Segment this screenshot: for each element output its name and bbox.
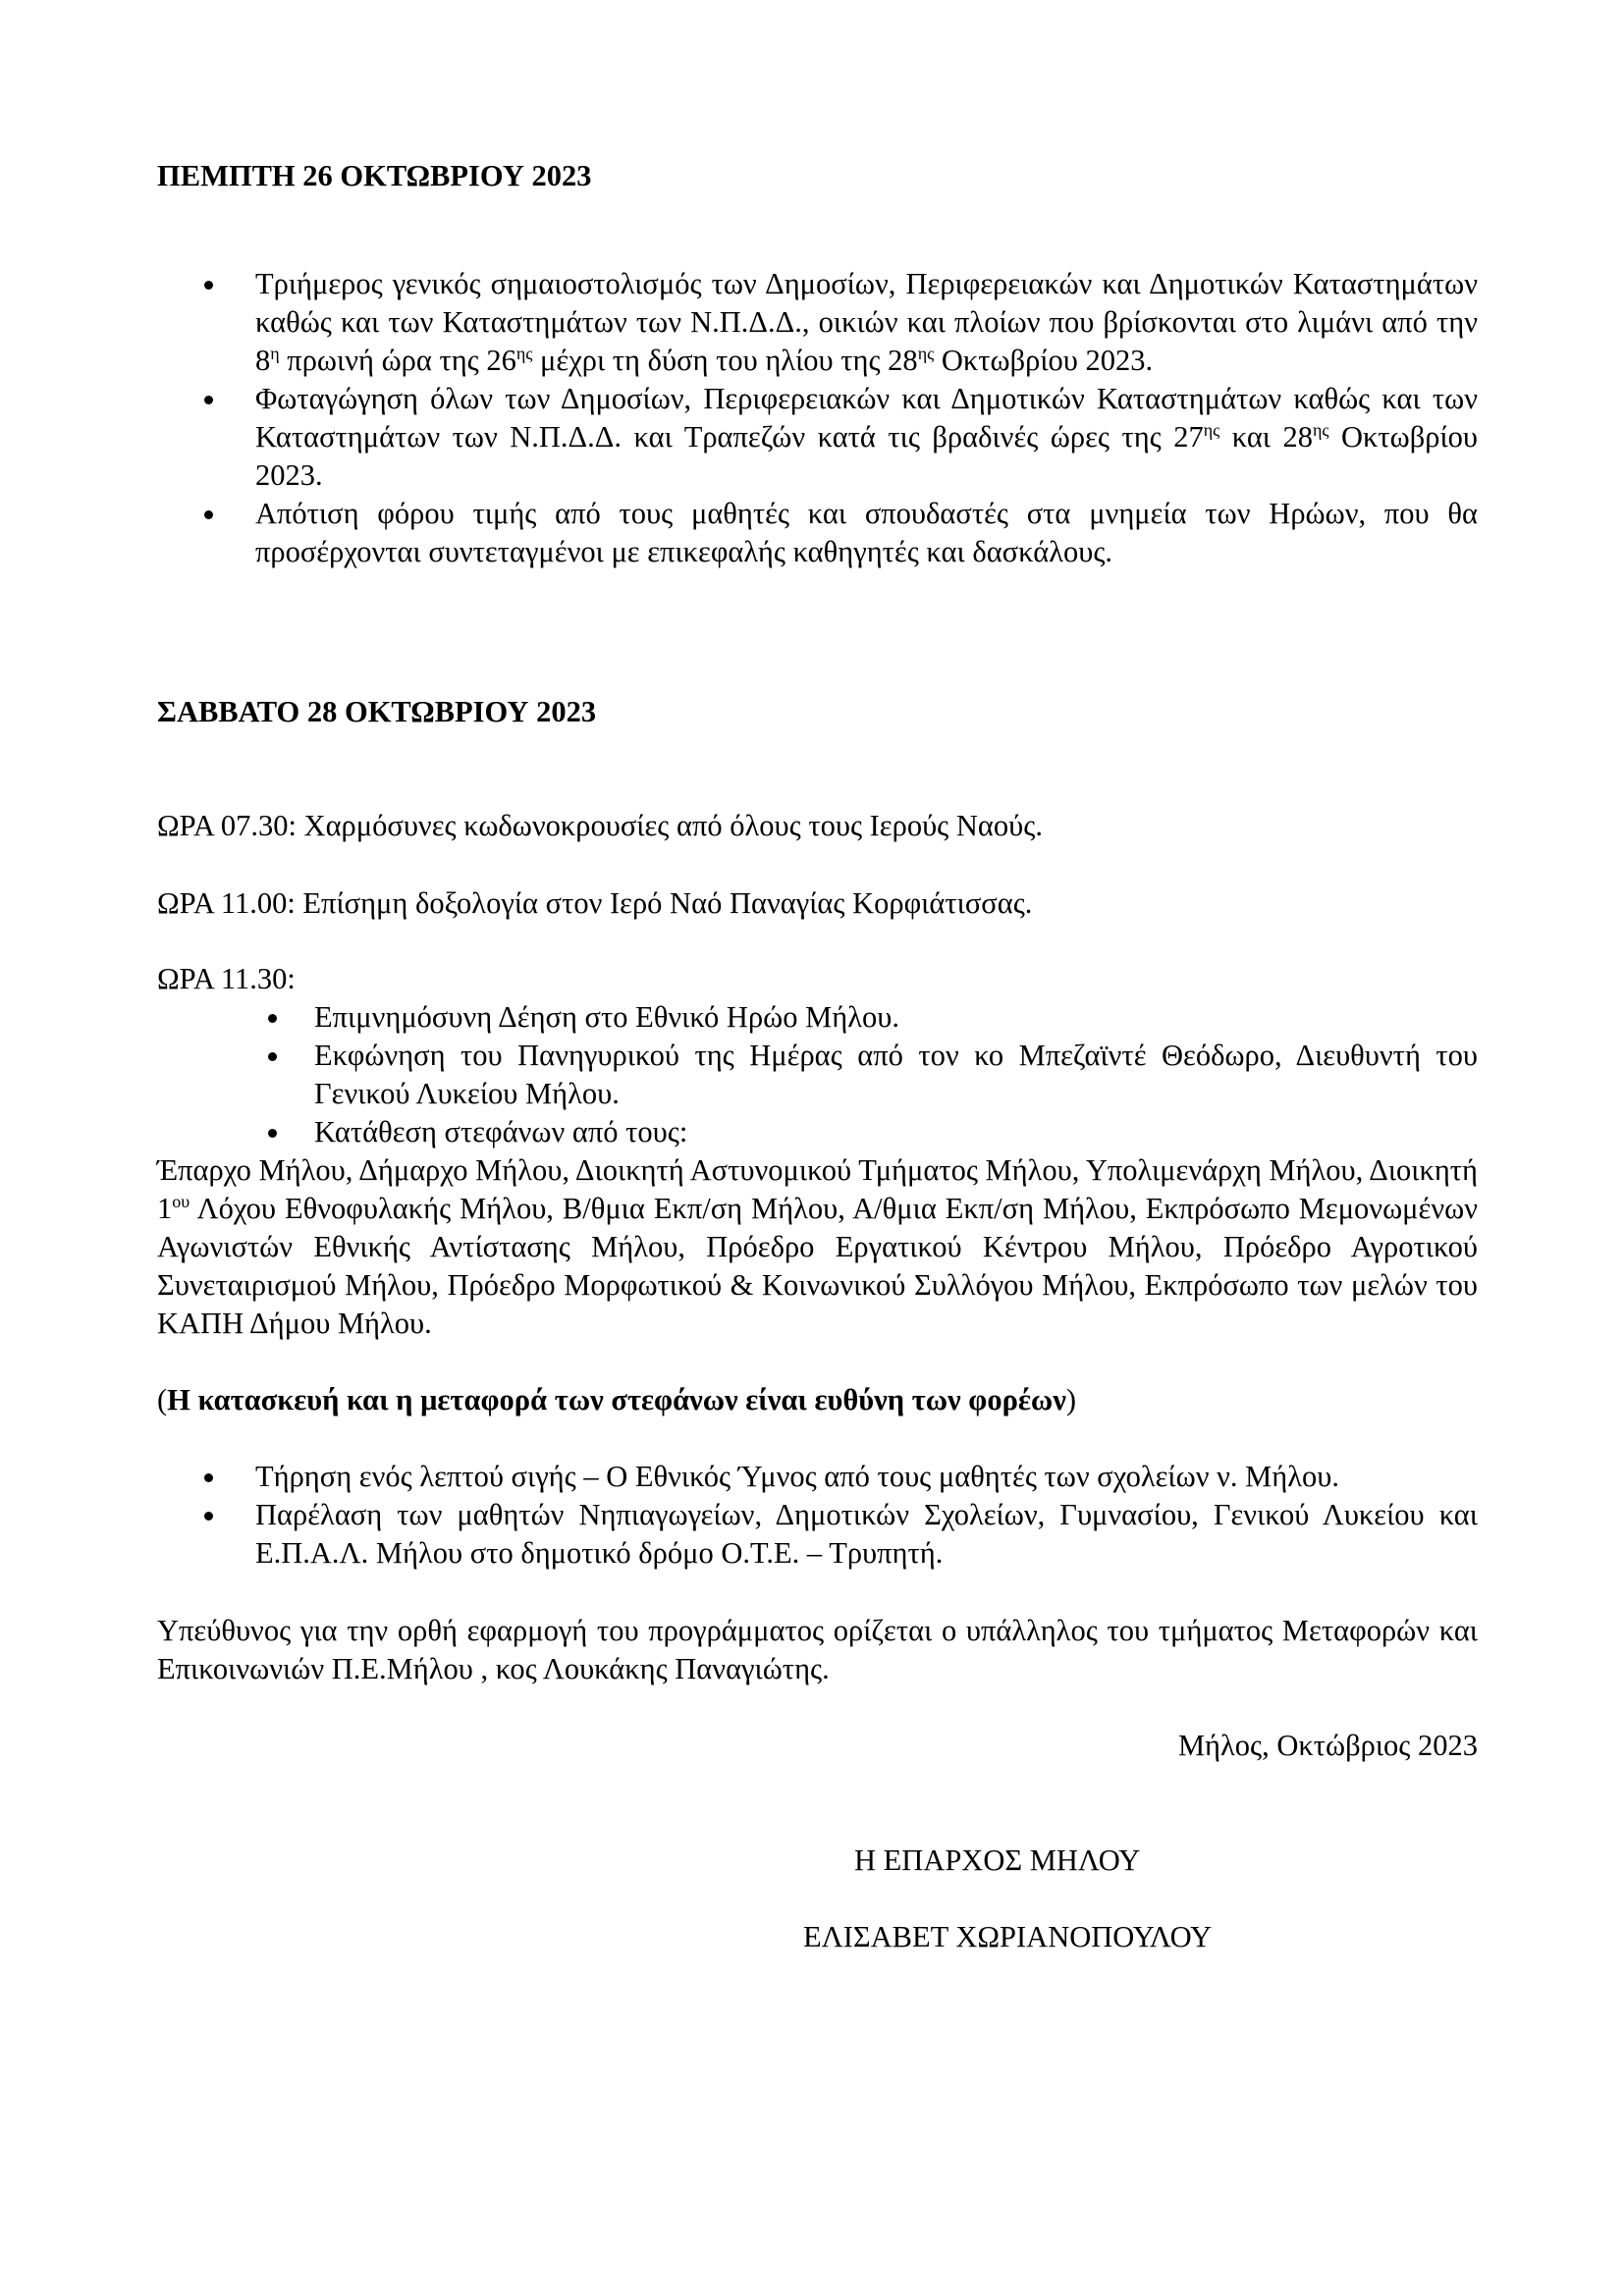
bullet-icon — [204, 510, 213, 519]
wreath-list-paragraph: Έπαρχο Μήλου, Δήμαρχο Μήλου, Διοικητή Αστυνομικού Τμήματος Μήλου, Υπολιμενάρχη Μήλου, Διοικητή $1^{o\upsilon}$ Λόχου Εθνοφυλακής Μήλου, Β/θμια Εκπ/ση Μήλου, Α/θμια Εκπ/ση Μήλου, Εκπρόσωπο Μεμονωμένων Αγωνιστών Εθνικής Αντίστασης Μήλου, Πρόεδρο Εργατικού Κέντρου Μήλου, Πρόεδρο Αγροτικού Συνεταιρισμού Μήλου, Πρόεδρο Μορφωτικού & Κοινωνικού Συλλόγου Μήλου, Εκπρόσωπο των μελών του ΚΑΠΗ Δήμου Μήλου. — [157, 1153, 1479, 1340]
list-item: Επιμνημόσυνη Δέηση στο Εθνικό Ηρώο Μήλου. — [157, 998, 1478, 1037]
list-item: Φωταγώγηση όλων των Δημοσίων, Περιφερειακών και Δημοτικών Καταστημάτων καθώς και των Καταστημάτων των Ν.Π.Δ.Δ. και Τραπεζών κατά τις βραδινές ώρες της $27^{\eta\varsigma}$ και $28^{\eta\varsigma}$ Οκτωβρίου 2023. — [157, 380, 1478, 495]
schedule-1130: ΩΡΑ 11.30: — [157, 962, 296, 995]
heading-saturday: ΣΑΒΒΑΤΟ 28 ΟΚΤΩΒΡΙΟΥ 2023 — [157, 695, 597, 728]
heading-thursday: ΠΕΜΠΤΗ 26 ΟΚΤΩΒΡΙΟΥ 2023 — [157, 159, 592, 192]
list-item: Παρέλαση των μαθητών Νηπιαγωγείων, Δημοτικών Σχολείων, Γυμνασίου, Γενικού Λυκείου και Ε.Π.Α.Λ. Μήλου στο δημοτικό δρόμο Ο.Τ.Ε. – Τρυπητή. — [157, 1496, 1478, 1573]
bullet-icon — [204, 396, 213, 404]
bullet-icon — [268, 1129, 277, 1138]
wreath-note: (Η κατασκευή και η μεταφορά των στεφάνων είναι ευθύνη των φορέων) — [157, 1383, 1077, 1416]
schedule-0730: ΩΡΑ 07.30: Χαρμόσυνες κωδωνοκρουσίες από όλους τους Ιερούς Ναούς. — [157, 809, 1043, 842]
list-item: Απότιση φόρου τιμής από τους μαθητές και σπουδαστές στα μνημεία των Ηρώων, που θα προσέρχονται συντεταγμένοι με επικεφαλής καθηγητές και δασκάλους. — [157, 495, 1478, 571]
list-item: Τριήμερος γενικός σημαιοστολισμός των Δημοσίων, Περιφερειακών και Δημοτικών Καταστημάτων καθώς και των Καταστημάτων των Ν.Π.Δ.Δ., οικιών και πλοίων που βρίσκονται στο λιμάνι από την $8^\eta$ πρωινή ώρα της $26^{\eta\varsigma}$ μέχρι τη δύση του ηλίου της $28^{\eta\varsigma}$ Οκτωβρίου 2023. — [157, 265, 1478, 380]
place-date: Μήλος, Οκτώβριος 2023 — [1177, 1729, 1478, 1762]
list-1130 — [157, 998, 1478, 1151]
responsible-paragraph: Υπεύθυνος για την ορθή εφαρμογή του προγράμματος ορίζεται ο υπάλληλος του τμήματος Μεταφορών και Επικοινωνιών Π.Ε.Μήλου , κος Λουκάκης Παναγιώτης. — [157, 1614, 1478, 1685]
bullet-icon — [204, 281, 213, 290]
list-item: Τήρηση ενός λεπτού σιγής – Ο Εθνικός Ύμνος από τους μαθητές των σχολείων ν. Μήλου. — [157, 1458, 1478, 1496]
bullet-icon — [268, 1052, 277, 1061]
list-item: Εκφώνηση του Πανηγυρικού της Ημέρας από τον κο Μπεζαϊντέ Θεόδωρο, Διευθυντή του Γενικού Λυκείου Μήλου. — [157, 1037, 1478, 1113]
signatory-name: ΕΛΙΣΑΒΕΤ ΧΩΡΙΑΝΟΠΟΥΛΟΥ — [803, 1920, 1213, 1953]
signatory-title: Η ΕΠΑΡΧΟΣ ΜΗΛΟΥ — [854, 1843, 1141, 1877]
bullet-icon — [204, 1473, 213, 1482]
bullet-icon — [204, 1512, 213, 1521]
thursday-list — [157, 265, 1478, 571]
final-list — [157, 1458, 1478, 1573]
list-item: Κατάθεση στεφάνων από τους: — [157, 1113, 1478, 1151]
schedule-1100: ΩΡΑ 11.00: Επίσημη δοξολογία στον Ιερό Ναό Παναγίας Κορφιάτισσας. — [157, 886, 1033, 920]
bullet-icon — [268, 1014, 277, 1023]
